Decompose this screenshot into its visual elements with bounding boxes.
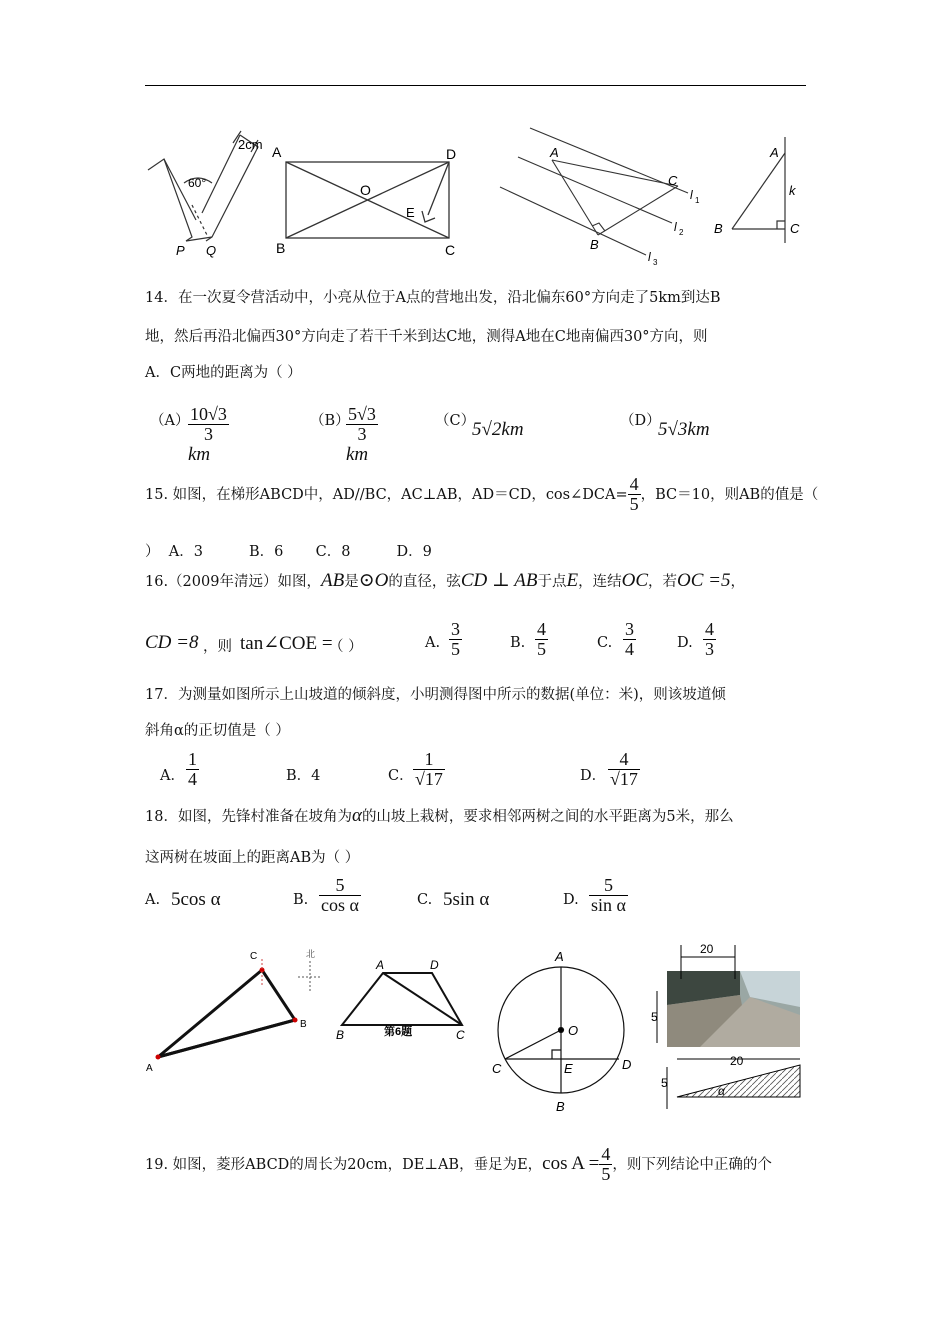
q14-b-unit: km xyxy=(346,443,369,465)
label-k: k xyxy=(789,183,796,198)
q19-line1 xyxy=(145,1145,772,1184)
q14-option-a-label: （A） xyxy=(150,413,190,429)
q15-text-post: ，BC＝10，则AB的值是（ xyxy=(640,486,819,503)
label-e: E xyxy=(406,205,415,220)
figure-right-triangle xyxy=(714,137,800,243)
q16-option-d-label: D. xyxy=(677,635,693,651)
q16-option-a-value: $\frac{3}{5}$ xyxy=(451,619,460,659)
q14-option-b-value xyxy=(346,405,378,466)
q16-text-7: ， xyxy=(730,574,745,590)
figure-folded-strip xyxy=(148,131,263,258)
q16-oc: OC xyxy=(621,570,648,591)
q16-text-6: ，若 xyxy=(648,574,677,590)
q16-ab: AB xyxy=(320,570,345,591)
bottom-figures xyxy=(140,935,810,1120)
q15-frac-den: 5 xyxy=(629,493,639,514)
label-a: A xyxy=(376,958,385,972)
label-l2-sub: 2 xyxy=(679,228,684,237)
q18-option-a-value: 5cos α xyxy=(171,889,221,910)
q18-option-a-label: A. xyxy=(145,892,161,908)
label-2cm: 2cm xyxy=(238,137,263,152)
label-alpha: α xyxy=(718,1084,725,1098)
q18-text-pre: 18．如图，先锋村准备在坡角为 xyxy=(145,809,352,825)
label-l2: l xyxy=(674,220,677,234)
q14-line1: 14．在一次夏令营活动中，小亮从位于A点的营地出发，沿北偏东60°方向走了5km到达B xyxy=(145,290,721,306)
label-north: 北 xyxy=(306,949,316,959)
top-figures xyxy=(140,125,820,270)
q14-option-a-value xyxy=(188,405,229,466)
q15-frac-num: 4 xyxy=(629,474,639,494)
q17-option-d-label: D． xyxy=(580,768,607,784)
q16-cd-ab: CD ⊥ AB xyxy=(460,570,538,591)
q17-option-a-label: A． xyxy=(160,768,185,784)
label-c: C xyxy=(456,1028,465,1042)
q16-option-d-value: $\frac{4}{3}$ xyxy=(705,619,714,659)
q19-frac-num: 4 xyxy=(601,1144,611,1164)
q16-line1 xyxy=(145,569,745,592)
label-o: O xyxy=(360,182,371,198)
label-d: D xyxy=(446,146,457,162)
q17-option-d-value: $\frac{4}{√17}$ xyxy=(610,749,638,789)
q14-line3: A．C两地的距离为（ ） xyxy=(145,365,302,381)
q16-cd-eq: CD =8 xyxy=(145,632,199,653)
q18-option-c-value: 5sin α xyxy=(443,889,490,910)
q16-option-a-label: A. xyxy=(425,635,441,651)
q18-line1 xyxy=(145,805,734,827)
label-d: D xyxy=(622,1057,632,1072)
q18-option-d-label: D. xyxy=(563,892,579,908)
label-l3: l xyxy=(648,250,651,264)
label-c: C xyxy=(790,221,800,236)
label-top-height: 5 xyxy=(651,1010,658,1024)
figure-circle xyxy=(492,949,631,1114)
q18-line2: 这两树在坡面上的距离AB为（ ） xyxy=(145,850,360,866)
q16-line2 xyxy=(145,620,825,670)
q19-frac-den: 5 xyxy=(601,1163,611,1184)
label-d: D xyxy=(430,958,439,972)
q14-option-b-label: （B） xyxy=(310,413,350,429)
q14-b-num: 5√3 xyxy=(348,404,376,424)
q18-option-b-label: B. xyxy=(293,892,309,908)
q17-option-c-label: C． xyxy=(388,768,414,784)
header-rule xyxy=(145,85,806,86)
q16-option-c-value: $\frac{3}{4}$ xyxy=(625,619,634,659)
q16-text-5: ，连结 xyxy=(578,574,622,590)
label-bottom-height: 5 xyxy=(661,1076,668,1090)
label-c: C xyxy=(250,951,258,962)
label-l3-sub: 3 xyxy=(653,258,658,267)
label-e: E xyxy=(564,1061,573,1076)
q17-option-a-value: $\frac{1}{4}$ xyxy=(188,749,197,789)
q14-option-d-value: 5√3km xyxy=(658,419,710,440)
q17-option-b: B．4 xyxy=(286,768,321,784)
figure-rectangle xyxy=(272,144,456,258)
label-b: B xyxy=(276,240,286,256)
q19-cos: cos A = xyxy=(542,1152,600,1174)
q16-text-1: 16.（2009年清远）如图， xyxy=(145,574,321,590)
figure-bearing-triangle xyxy=(146,948,322,1074)
q16-text-4: 于点 xyxy=(537,574,567,590)
label-b: B xyxy=(336,1028,345,1042)
q14-option-c-label: （C） xyxy=(435,413,476,429)
q15-text-pre: 15. 如图，在梯形ABCD中，AD//BC，AC⊥AB，AD＝CD，cos∠DCA= xyxy=(145,486,628,503)
label-c: C xyxy=(668,173,678,188)
q16-option-b-label: B. xyxy=(510,635,526,651)
q15-line2: ） A．3 B．6 C．8 D．9 xyxy=(145,544,432,560)
label-q: Q xyxy=(206,243,217,258)
label-bottom-length: 20 xyxy=(730,1054,744,1068)
q16-tan: tan∠COE = xyxy=(240,633,333,654)
label-l1: l xyxy=(690,188,693,202)
q16-oc-eq: OC =5 xyxy=(677,570,731,591)
q18-option-d-value: $\frac{5}{\text{sin α}}$ xyxy=(591,875,626,915)
label-c: C xyxy=(492,1061,502,1076)
label-b: B xyxy=(556,1099,565,1114)
figure-slope xyxy=(651,942,800,1109)
figure-parallel-lines xyxy=(500,128,700,267)
label-b: B xyxy=(714,221,723,236)
q18-option-c-label: C. xyxy=(417,892,433,908)
q18-alpha: α xyxy=(351,805,362,826)
label-a: A xyxy=(272,144,282,160)
label-top-length: 20 xyxy=(700,942,714,956)
label-a: A xyxy=(146,1063,153,1074)
q19-text-post: ，则下列结论中正确的个 xyxy=(612,1156,772,1173)
q16-e: E xyxy=(566,570,579,591)
q19-text-pre: 19. 如图，菱形ABCD的周长为20cm，DE⊥AB，垂足为E， xyxy=(145,1156,543,1173)
q14-a-unit: km xyxy=(188,443,211,465)
q16-circle: ⊙O xyxy=(358,570,389,591)
q16-paren: （ ） xyxy=(329,639,363,655)
label-b: B xyxy=(300,1019,307,1030)
q14-b-den: 3 xyxy=(357,423,367,444)
q17-options xyxy=(160,750,800,796)
q14-option-d-label: （D） xyxy=(620,413,661,429)
label-o: O xyxy=(568,1023,579,1038)
q16-text-8: ，则 xyxy=(203,639,232,655)
label-p: P xyxy=(176,243,185,258)
q18-options xyxy=(145,876,805,926)
q14-option-c-value: 5√2km xyxy=(472,419,524,440)
label-a: A xyxy=(555,949,564,964)
q18-text-post: 的山坡上栽树，要求相邻两树之间的水平距离为5米，那么 xyxy=(361,809,734,825)
figure-trapezoid xyxy=(336,958,465,1042)
q15-line1 xyxy=(145,475,818,514)
label-l1-sub: 1 xyxy=(695,196,700,205)
q14-a-den: 3 xyxy=(203,423,213,444)
label-a: A xyxy=(770,145,779,160)
q17-line2: 斜角α的正切值是（ ） xyxy=(145,723,290,739)
label-a: A xyxy=(550,145,559,160)
q14-a-num: 10√3 xyxy=(190,404,227,424)
q17-option-c-value: $\frac{1}{√17}$ xyxy=(415,749,443,789)
q18-option-b-value: $\frac{5}{\text{cos α}}$ xyxy=(321,875,359,915)
q16-text-2: 是 xyxy=(344,574,359,590)
q16-option-c-label: C. xyxy=(597,635,613,651)
q17-line1: 17．为测量如图所示上山坡道的倾斜度，小明测得图中所示的数据(单位：米)，则该坡道倾 xyxy=(145,687,726,703)
caption: 第6题 xyxy=(384,1026,413,1038)
q14-line2: 地，然后再沿北偏西30°方向走了若干千米到达C地，测得A地在C地南偏西30°方向，则 xyxy=(145,329,708,345)
q16-text-3: 的直径，弦 xyxy=(388,574,461,590)
q16-option-b-value: $\frac{4}{5}$ xyxy=(537,619,546,659)
label-c: C xyxy=(445,242,456,258)
label-60deg: 60° xyxy=(188,176,207,190)
label-b: B xyxy=(590,237,599,252)
